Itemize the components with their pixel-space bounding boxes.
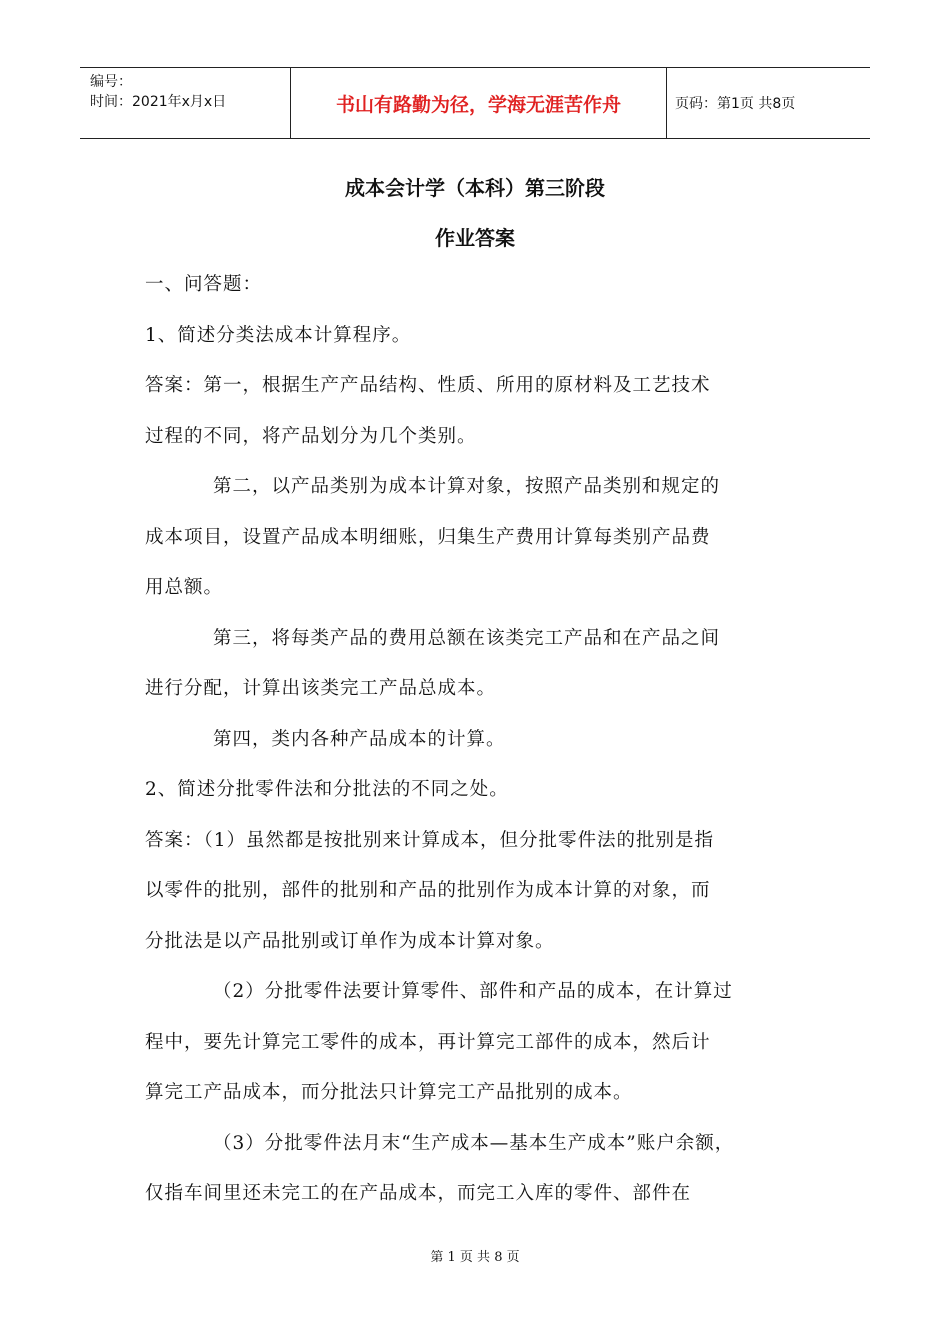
answer-line: （2）分批零件法要计算零件、部件和产品的成本，在计算过: [213, 981, 733, 1002]
answer-line: 分批法是以产品批别或订单作为成本计算对象。: [145, 930, 555, 952]
answer-line: 仅指车间里还未完工的在产品成本，而完工入库的零件、部件在: [145, 1183, 692, 1204]
answer-line: （3）分批零件法月末“生产成本—基本生产成本”账户余额，: [213, 1132, 735, 1154]
answer-line: 过程的不同，将产品划分为几个类别。: [145, 425, 477, 447]
document-date: 时间：2021年x月x日: [90, 94, 227, 110]
answer-line: 进行分配，计算出该类完工产品总成本。: [145, 678, 497, 699]
page-footer: 第 1 页 共 8 页: [430, 1250, 520, 1265]
header-page-info: 页码：第1页 共8页: [675, 96, 796, 112]
header-motto: 书山有路勤为径，学海无涯苦作舟: [291, 68, 667, 138]
document-body: [145, 270, 805, 1230]
answer-line: 以零件的批别，部件的批别和产品的批别作为成本计算的对象，而: [145, 880, 711, 901]
answer-line: 用总额。: [145, 577, 224, 598]
answer-line: 第二，以产品类别为成本计算对象，按照产品类别和规定的: [213, 476, 721, 497]
document-number: 编号：: [90, 74, 132, 90]
document-subtitle: 作业答案: [435, 226, 515, 250]
question-1: 1、简述分类法成本计算程序。: [145, 324, 412, 346]
section-heading: 一、问答题：: [145, 274, 263, 295]
answer-line: 程中，要先计算完工零件的成本，再计算完工部件的成本，然后计: [145, 1031, 711, 1053]
answer-line: 答案：第一，根据生产产品结构、性质、所用的原材料及工艺技术: [145, 375, 711, 396]
answer-line: 第三，将每类产品的费用总额在该类完工产品和在产品之间: [213, 627, 721, 649]
answer-line: 答案：（1）虽然都是按批别来计算成本，但分批零件法的批别是指: [145, 829, 715, 851]
document-header: [80, 67, 870, 139]
header-meta: [80, 68, 291, 138]
question-2: 2、简述分批零件法和分批法的不同之处。: [145, 779, 509, 800]
document-title: 成本会计学（本科）第三阶段: [345, 176, 605, 200]
answer-line: 算完工产品成本，而分批法只计算完工产品批别的成本。: [145, 1082, 633, 1103]
answer-line: 成本项目，设置产品成本明细账，归集生产费用计算每类别产品费: [145, 526, 711, 548]
answer-line: 第四，类内各种产品成本的计算。: [213, 728, 506, 750]
